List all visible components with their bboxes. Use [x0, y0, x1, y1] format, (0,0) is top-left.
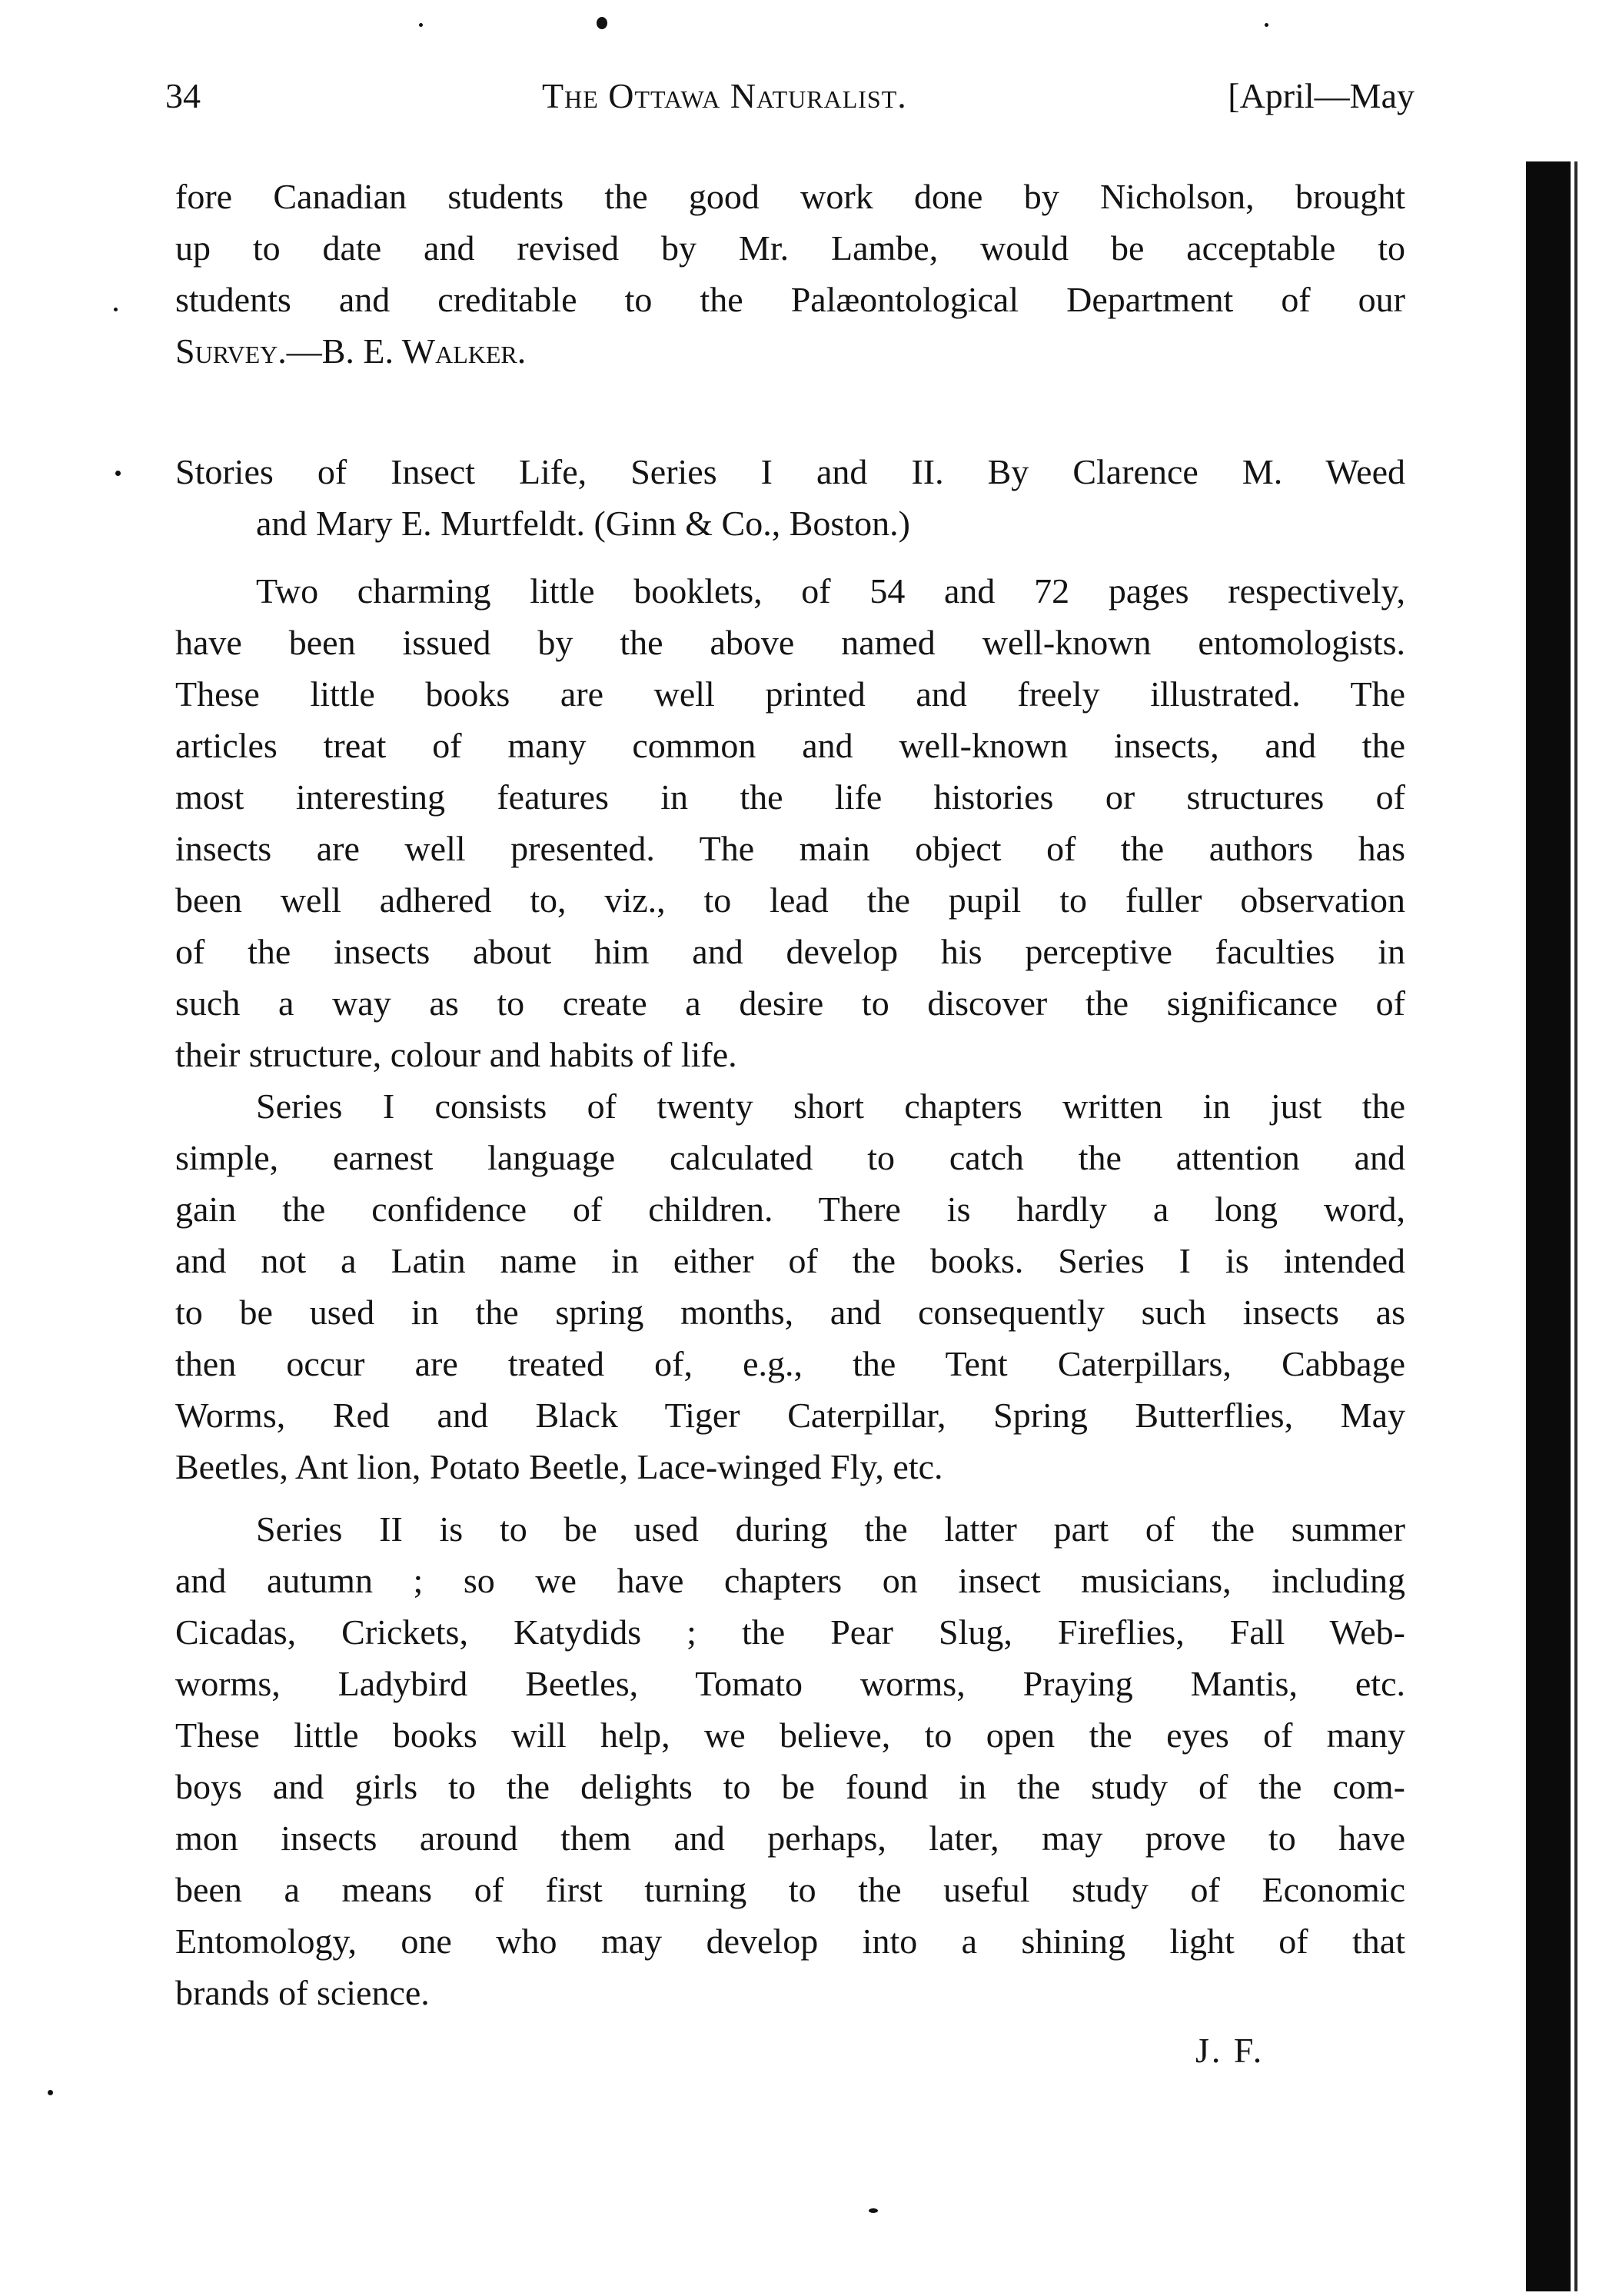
- page-number: 34: [165, 76, 201, 115]
- text-line: Worms, Red and Black Tiger Caterpillar, Spring Butterflies, May: [175, 1396, 1405, 1435]
- text-line: Entomology, one who may develop into a shining light of that: [175, 1922, 1405, 1961]
- scan-shadow-edge: [1526, 161, 1571, 2291]
- scan-shadow-line: [1574, 161, 1577, 2291]
- text-line: Beetles, Ant lion, Potato Beetle, Lace-winged Fly, etc.: [175, 1447, 943, 1486]
- text-line: Series II is to be used during the latter part of the summer: [256, 1509, 1405, 1549]
- review-paragraph: [175, 565, 1405, 1080]
- paragraph-continuation: [175, 171, 1405, 377]
- scan-speck: [419, 23, 423, 27]
- review-paragraph: [175, 1080, 1405, 1492]
- text-line: These little books will help, we believe, to open the eyes of many: [175, 1715, 1405, 1755]
- text-line: and autumn ; so we have chapters on insect musicians, including: [175, 1561, 1405, 1600]
- review-paragraph: [175, 1503, 1405, 2018]
- journal-title: The Ottawa Naturalist.: [542, 76, 907, 115]
- text-line: brands of science.: [175, 1973, 430, 2012]
- text-line: have been issued by the above named well-known entomologists.: [175, 623, 1405, 662]
- scan-speck: [115, 471, 121, 476]
- text-line: their structure, colour and habits of life.: [175, 1035, 737, 1074]
- text-line: mon insects around them and perhaps, later, may prove to have: [175, 1818, 1405, 1858]
- reviewer-initials: J. F.: [1195, 2031, 1265, 2070]
- scan-speck: [869, 2208, 878, 2213]
- text-line: most interesting features in the life histories or structures of: [175, 777, 1405, 817]
- text-line: fore Canadian students the good work done by Nicholson, brought: [175, 177, 1405, 216]
- issue-date: [April—May: [1228, 76, 1415, 115]
- text-line: and not a Latin name in either of the books. Series I is intended: [175, 1241, 1405, 1280]
- author-signoff: Survey.—B. E. Walker.: [175, 331, 527, 371]
- text-line: students and creditable to the Palæontological Department of our: [175, 280, 1405, 319]
- text-line: insects are well presented. The main object of the authors has: [175, 829, 1405, 868]
- text-line: Two charming little booklets, of 54 and 72 pages respectively,: [256, 571, 1405, 611]
- text-line: been well adhered to, viz., to lead the pupil to fuller observation: [175, 880, 1405, 920]
- text-line: been a means of first turning to the useful study of Economic: [175, 1870, 1405, 1909]
- text-line: Cicadas, Crickets, Katydids ; the Pear Slug, Fireflies, Fall Web-: [175, 1612, 1405, 1652]
- scan-speck: [597, 17, 607, 29]
- scan-speck: [1265, 23, 1268, 27]
- review-heading: [175, 446, 1405, 549]
- scan-speck: [114, 308, 118, 311]
- text-line: Series I consists of twenty short chapters written in just the: [256, 1086, 1405, 1126]
- text-line: up to date and revised by Mr. Lambe, would be acceptable to: [175, 228, 1405, 268]
- text-line: simple, earnest language calculated to catch the attention and: [175, 1138, 1405, 1177]
- text-line: worms, Ladybird Beetles, Tomato worms, Praying Mantis, etc.: [175, 1664, 1405, 1703]
- text-line: articles treat of many common and well-known insects, and the: [175, 726, 1405, 765]
- scan-speck: [48, 2090, 53, 2095]
- review-authors-line: and Mary E. Murtfeldt. (Ginn & Co., Boston.): [256, 504, 910, 543]
- text-line: to be used in the spring months, and consequently such insects as: [175, 1293, 1405, 1332]
- text-line: of the insects about him and develop his perceptive faculties in: [175, 932, 1405, 971]
- review-title-line: Stories of Insect Life, Series I and II. By Clarence M. Weed: [175, 452, 1405, 491]
- text-line: boys and girls to the delights to be found in the study of the com-: [175, 1767, 1405, 1806]
- text-line: gain the confidence of children. There is hardly a long word,: [175, 1190, 1405, 1229]
- text-line: such a way as to create a desire to discover the significance of: [175, 983, 1405, 1023]
- text-line: These little books are well printed and freely illustrated. The: [175, 674, 1405, 714]
- running-header: [165, 75, 1415, 137]
- text-line: then occur are treated of, e.g., the Tent Caterpillars, Cabbage: [175, 1344, 1405, 1383]
